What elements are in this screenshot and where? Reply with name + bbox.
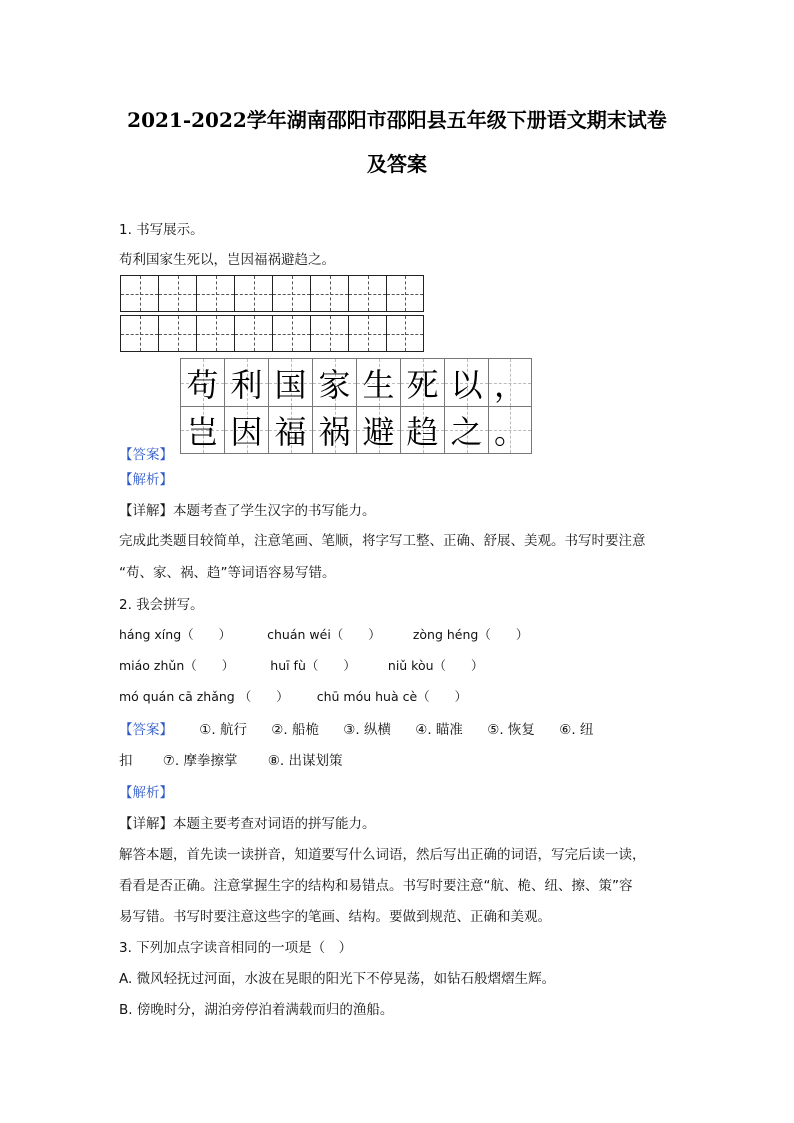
q2-detail: 【详解】本题主要考查对词语的拼写能力。 bbox=[119, 816, 376, 832]
q1-sentence: 苟利国家生死以，岂因福祸避趋之。 bbox=[119, 252, 335, 268]
answer-cell: 祸 bbox=[312, 406, 356, 454]
answer-grid-row-1 bbox=[180, 358, 532, 406]
q2-explain-line-1: 解答本题，首先读一读拼音，知道要写什么词语，然后写出正确的词语，写完后读一读， bbox=[119, 847, 646, 863]
writing-cell bbox=[196, 275, 234, 312]
writing-grid-row-1 bbox=[120, 275, 424, 312]
answer-cell: 利 bbox=[224, 358, 268, 406]
answer-cell: 岂 bbox=[180, 406, 224, 454]
answer-cell: 之 bbox=[444, 406, 488, 454]
writing-cell bbox=[310, 315, 348, 352]
writing-cell bbox=[196, 315, 234, 352]
writing-cell bbox=[234, 315, 272, 352]
answer-cell: 国 bbox=[268, 358, 312, 406]
page-title: 2021-2022学年湖南邵阳市邵阳县五年级下册语文期末试卷 bbox=[127, 108, 667, 132]
writing-cell bbox=[234, 275, 272, 312]
q2-pinyin-row-2: miáo zhǔn（ ） huī fù（ ） niǔ kòu（ ） bbox=[119, 658, 484, 673]
answer-cell: 。 bbox=[488, 406, 532, 454]
answer-cell: 家 bbox=[312, 358, 356, 406]
q2-pinyin-row-3: mó quán cā zhǎng （ ） chū móu huà cè（ ） bbox=[119, 689, 468, 704]
q2-pinyin-row-1: háng xíng（ ） chuán wéi（ ） zòng héng（ ） bbox=[119, 627, 529, 642]
writing-cell bbox=[158, 315, 196, 352]
writing-cell bbox=[386, 315, 424, 352]
q1-answer-tag: 【答案】 bbox=[119, 447, 173, 463]
handwritten-answer-grid bbox=[180, 358, 532, 454]
q3-option-a: A. 微风轻抚过河面，水波在晃眼的阳光下不停晃荡，如钻石般熠熠生辉。 bbox=[119, 971, 556, 987]
answer-cell: 以 bbox=[444, 358, 488, 406]
writing-cell bbox=[120, 315, 158, 352]
q1-heading: 1. 书写展示。 bbox=[119, 222, 204, 238]
answer-cell: ， bbox=[488, 358, 532, 406]
answer-cell: 趋 bbox=[400, 406, 444, 454]
answer-cell: 死 bbox=[400, 358, 444, 406]
q2-answers-line-1: 【答案】 ①. 航行 ②. 船桅 ③. 纵横 ④. 瞄准 ⑤. 恢复 ⑥. 纽 bbox=[119, 722, 594, 738]
q3-option-b: B. 傍晚时分，湖泊旁停泊着满载而归的渔船。 bbox=[119, 1002, 394, 1018]
writing-cell bbox=[158, 275, 196, 312]
q2-explain-line-2: 看看是否正确。注意掌握生字的结构和易错点。书写时要注意“航、桅、纽、擦、策”容 bbox=[119, 878, 633, 894]
q1-analysis-tag: 【解析】 bbox=[119, 472, 173, 488]
answer-cell: 生 bbox=[356, 358, 400, 406]
writing-cell bbox=[348, 315, 386, 352]
answer-grid-row-2 bbox=[180, 406, 532, 454]
writing-grid-row-2 bbox=[120, 315, 424, 352]
answer-cell: 避 bbox=[356, 406, 400, 454]
q1-explain-line-2: “苟、家、祸、趋”等词语容易写错。 bbox=[119, 565, 336, 581]
answer-cell: 苟 bbox=[180, 358, 224, 406]
writing-cell bbox=[386, 275, 424, 312]
page-title-cont: 及答案 bbox=[367, 152, 427, 176]
writing-cell bbox=[120, 275, 158, 312]
writing-cell bbox=[272, 275, 310, 312]
writing-cell bbox=[310, 275, 348, 312]
q1-explain-line-1: 完成此类题目较简单，注意笔画、笔顺，将字写工整、正确、舒展、美观。书写时要注意 bbox=[119, 533, 646, 549]
q1-detail: 【详解】本题考查了学生汉字的书写能力。 bbox=[119, 503, 376, 519]
writing-cell bbox=[348, 275, 386, 312]
answer-cell: 福 bbox=[268, 406, 312, 454]
q2-explain-line-3: 易写错。书写时要注意这些字的笔画、结构。要做到规范、正确和美观。 bbox=[119, 909, 551, 925]
answer-cell: 因 bbox=[224, 406, 268, 454]
q2-analysis-tag: 【解析】 bbox=[119, 785, 173, 801]
q3-heading: 3. 下列加点字读音相同的一项是（ ） bbox=[119, 940, 353, 956]
q2-answers-line-2: 扣 ⑦. 摩拳擦掌 ⑧. 出谋划策 bbox=[119, 753, 343, 769]
q2-heading: 2. 我会拼写。 bbox=[119, 597, 204, 613]
writing-cell bbox=[272, 315, 310, 352]
